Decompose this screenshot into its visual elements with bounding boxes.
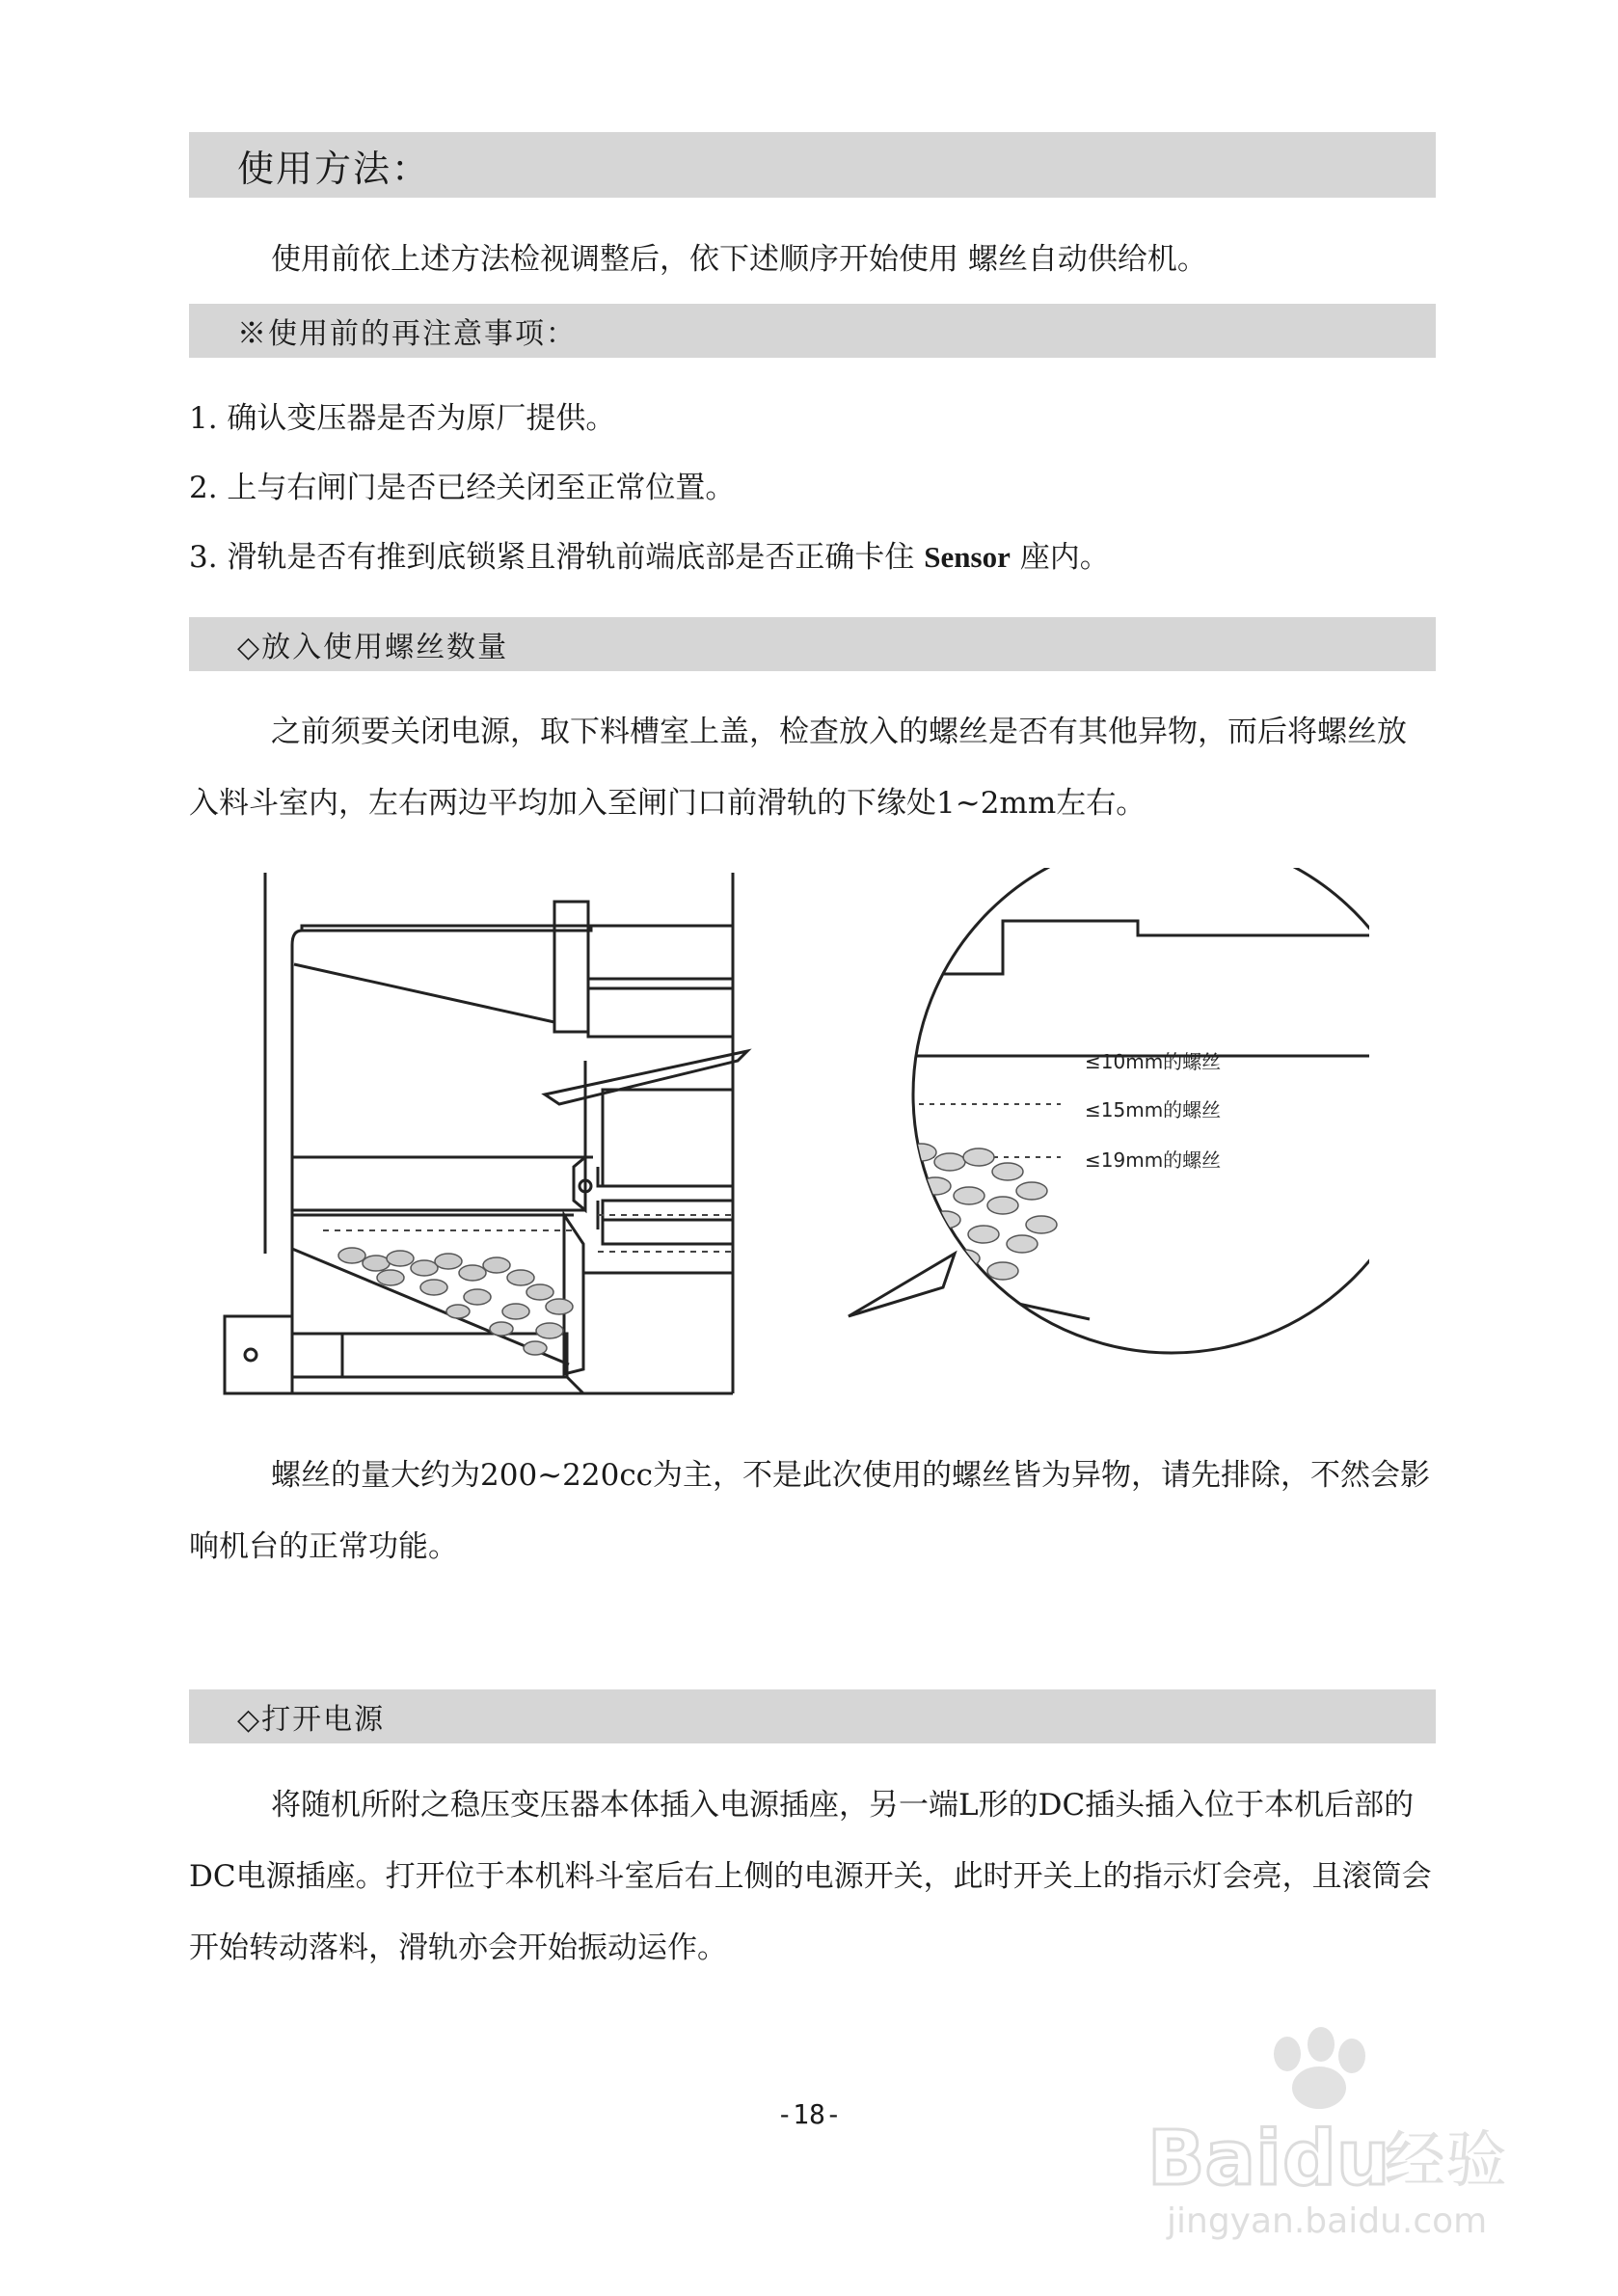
subsection-1-header xyxy=(189,617,1436,671)
section-title-text: 使用方法： xyxy=(237,147,431,190)
watermark-brand-du: du xyxy=(1282,2116,1390,2202)
checklist-item-3-before: 3. 滑轨是否有推到底锁紧且滑轨前端底部是否正确卡住 xyxy=(189,540,925,575)
label-19mm: ≤19mm的螺丝 xyxy=(1085,1148,1222,1172)
checklist-item-2: 2. 上与右闸门是否已经关闭至正常位置。 xyxy=(189,471,736,505)
subsection-1-header-text: ◇放入使用螺丝数量 xyxy=(237,631,509,664)
page-number: -18- xyxy=(776,2098,842,2130)
checklist-item-3 xyxy=(189,532,1110,576)
screw-amount-paragraph: 螺丝的量大约为200~220cc为主，不是此次使用的螺丝皆为异物，请先排除，不然会影响机台的正常功能。 xyxy=(189,1458,1431,1564)
watermark-url: jingyan.baidu.com xyxy=(1167,2201,1488,2241)
section-title xyxy=(189,132,1436,198)
watermark-brand: Bai xyxy=(1147,2116,1281,2202)
label-10mm: ≤10mm的螺丝 xyxy=(1085,1050,1222,1073)
subsection-2-paragraph: 将随机所附之稳压变压器本体插入电源插座，另一端L形的DC插头插入位于本机后部的DC电源插座。打开位于本机料斗室后右上侧的电源开关，此时开关上的指示灯会亮，且滚筒会开始转动落料，滑轨亦会开始振动运作。 xyxy=(189,1788,1432,1965)
label-15mm: ≤15mm的螺丝 xyxy=(1085,1098,1222,1121)
screw-level-magnified-diagram xyxy=(829,868,1369,1369)
subsection-1-paragraph: 之前须要关闭电源，取下料槽室上盖，检查放入的螺丝是否有其他异物，而后将螺丝放入料斗室内，左右两边平均加入至闸门口前滑轨的下缘处1~2mm左右。 xyxy=(189,715,1407,821)
subsection-2-header xyxy=(189,1689,1436,1743)
checklist-item-1: 1. 确认变压器是否为原厂提供。 xyxy=(189,401,616,436)
intro-paragraph: 使用前依上述方法检视调整后，依下述顺序开始使用 螺丝自动供给机。 xyxy=(271,242,1207,277)
hopper-cross-section-diagram xyxy=(217,868,757,1408)
subsection-2-header-text: ◇打开电源 xyxy=(237,1703,386,1737)
sensor-bold-text: Sensor xyxy=(924,540,1011,574)
watermark-brand-cn: 经验 xyxy=(1384,2125,1507,2197)
checklist-item-3-after: 座内。 xyxy=(1010,540,1110,575)
baidu-jingyan-watermark xyxy=(1147,2015,1552,2247)
notice-header-text: ※使用前的再注意事项： xyxy=(237,317,577,351)
notice-header xyxy=(189,304,1436,358)
